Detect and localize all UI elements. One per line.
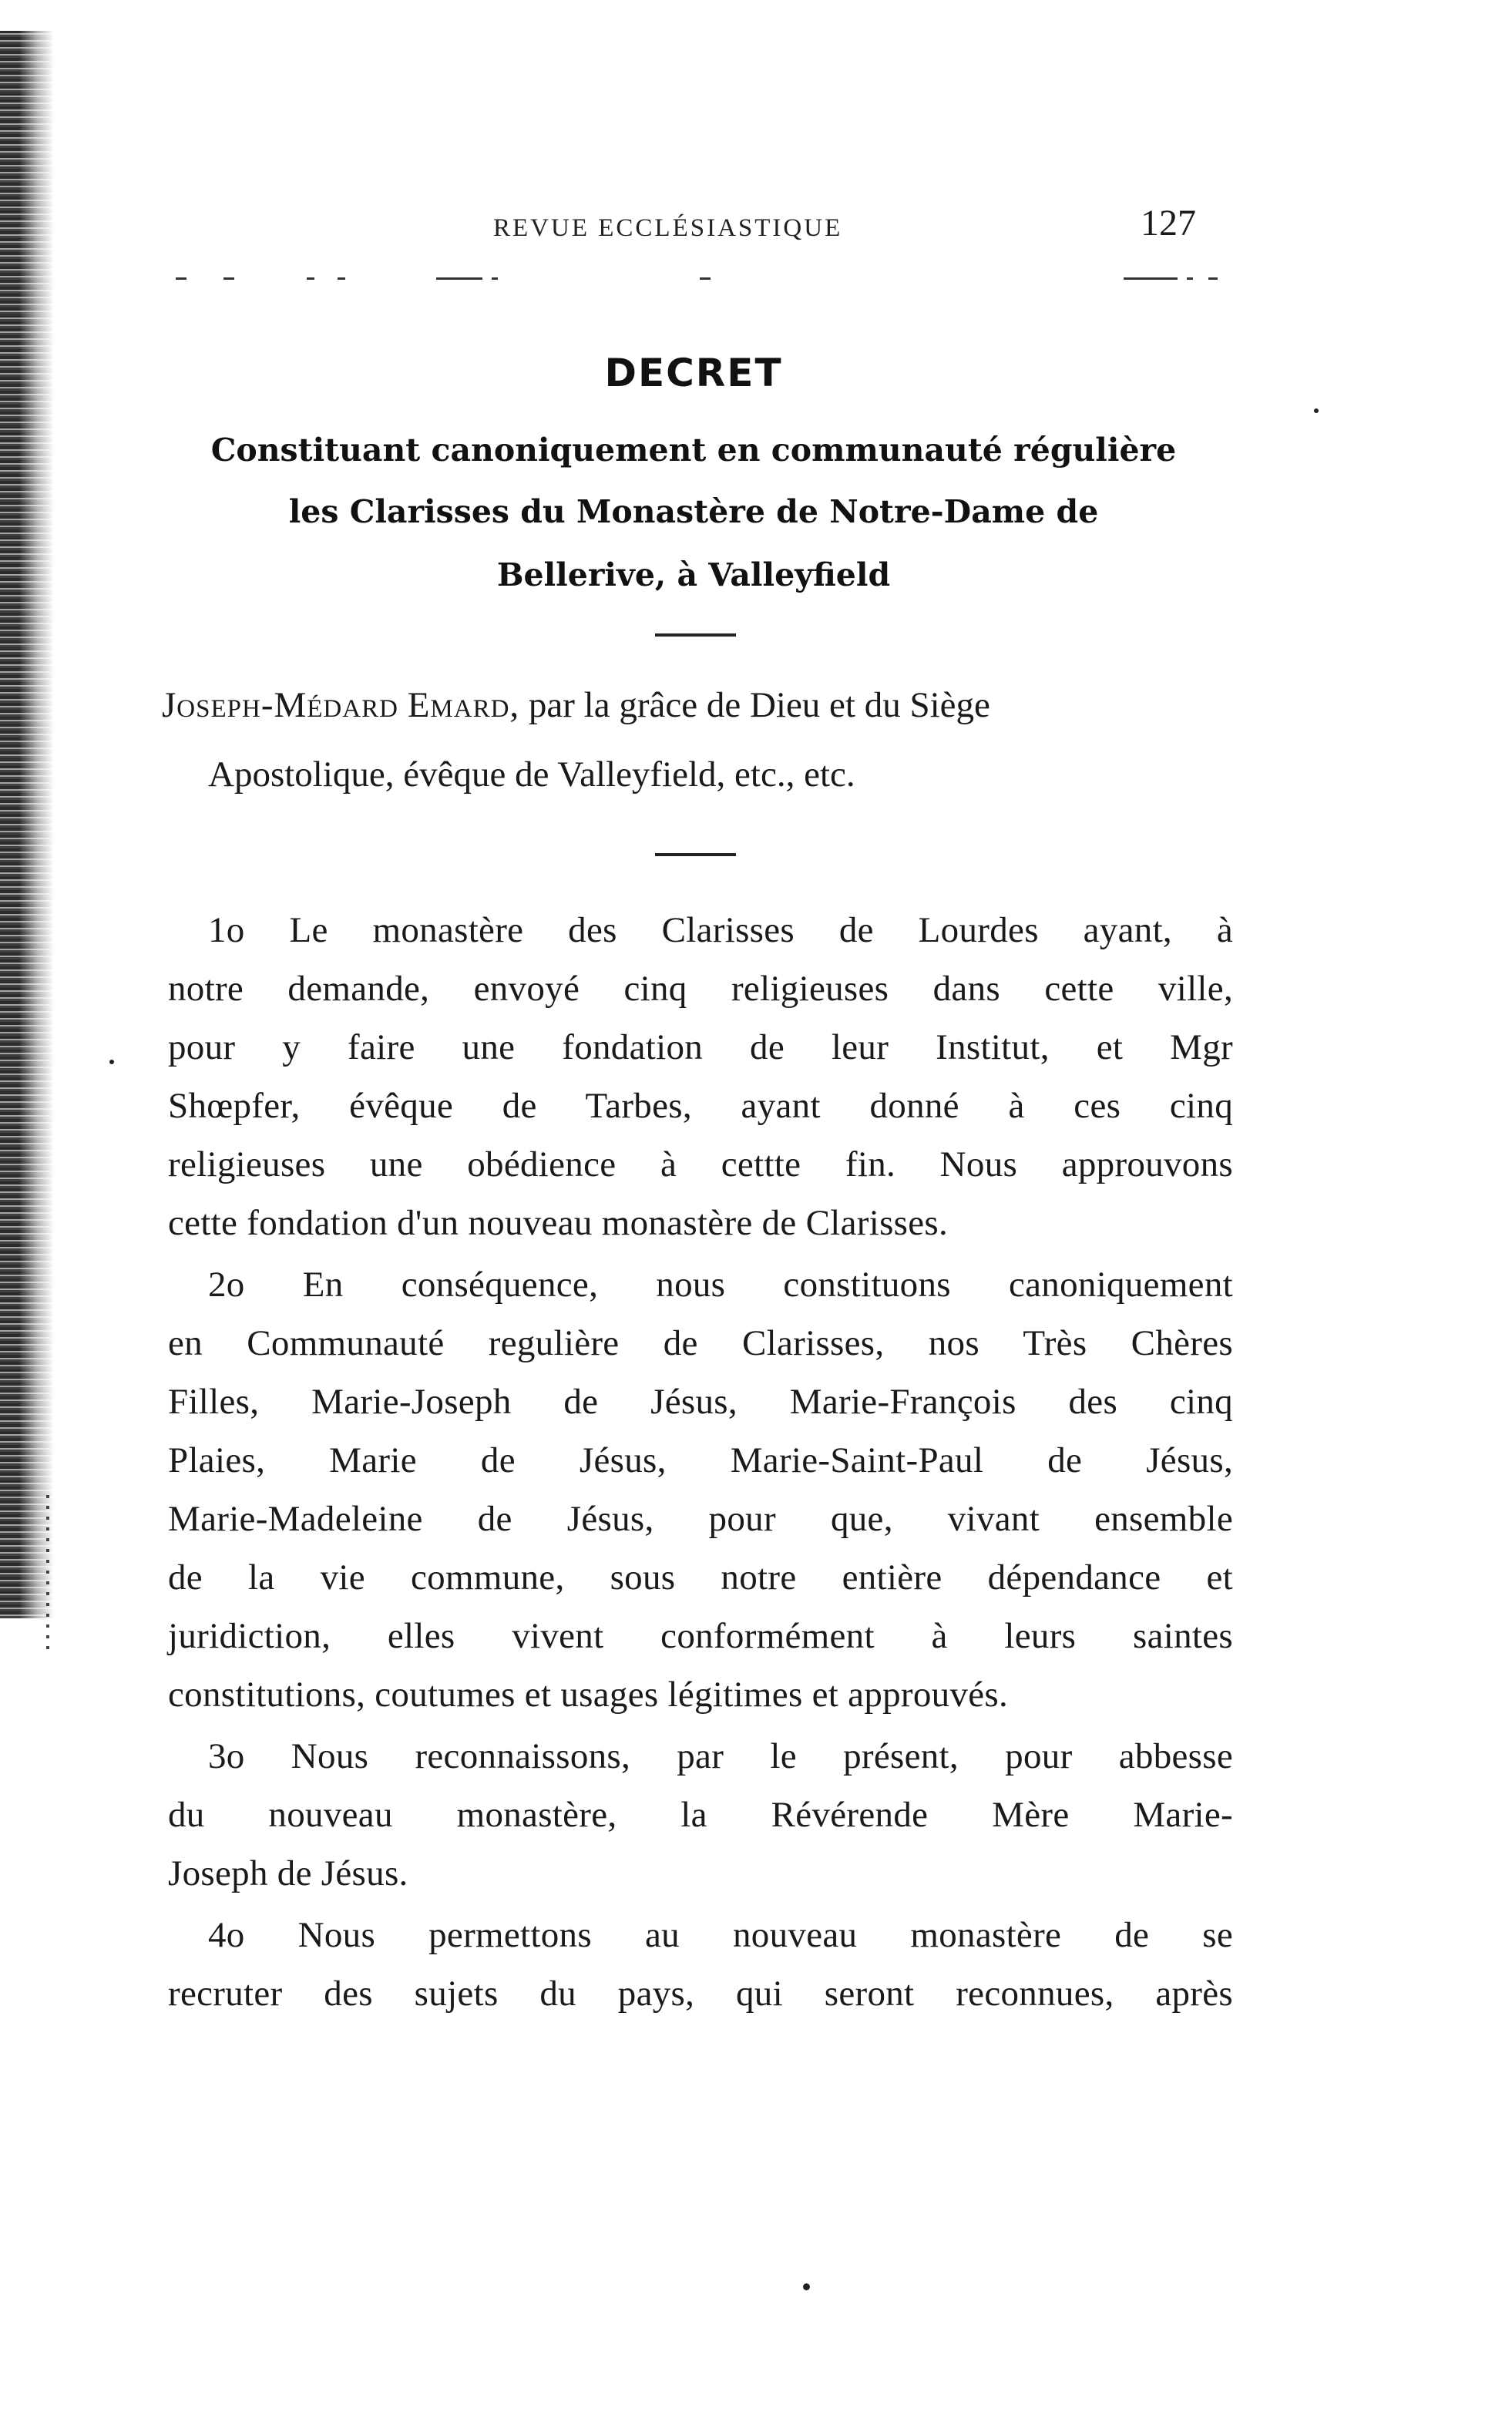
body-line: Filles, Marie-Joseph de Jésus, Marie-François des cinq	[168, 1382, 1233, 1422]
body-line: du nouveau monastère, la Révérende Mère Marie-	[168, 1795, 1233, 1835]
ink-speck	[803, 2283, 810, 2290]
body-line: pour y faire une fondation de leur Institut, et Mgr	[168, 1027, 1233, 1067]
author-last-name: Emard,	[407, 685, 520, 725]
body-line: 4o Nous permettons au nouveau monastère de se	[208, 1915, 1233, 1955]
binding-edge-scan	[0, 31, 54, 1618]
body-line: religieuses une obédience à cettte fin. Nous approuvons	[168, 1144, 1233, 1184]
author-title-text: par la grâce de Dieu et du Siège	[519, 685, 990, 725]
body-line: notre demande, envoyé cinq religieuses dans cette ville,	[168, 969, 1233, 1009]
section-rule	[655, 853, 736, 856]
ink-speck	[109, 1060, 114, 1064]
body-line: juridiction, elles vivent conformément à leurs saintes	[168, 1616, 1233, 1656]
body-line: Marie-Madeleine de Jésus, pour que, vivant ensemble	[168, 1499, 1233, 1539]
author-line	[162, 684, 990, 726]
decree-title: DECRET	[604, 351, 783, 395]
body-line: de la vie commune, sous notre entière dépendance et	[168, 1557, 1233, 1598]
section-rule	[655, 633, 736, 637]
body-line: en Communauté regulière de Clarisses, nos Très Chères	[168, 1323, 1233, 1363]
body-line: 2o En conséquence, nous constituons canoniquement	[208, 1265, 1233, 1305]
author-first-name: Joseph-Médard	[162, 685, 398, 725]
decree-subtitle-line: Bellerive, à Valleyfield	[496, 556, 891, 593]
body-line: Joseph de Jésus.	[168, 1853, 408, 1893]
decree-subtitle-line: Constituant canoniquement en communauté régulière	[210, 432, 1177, 469]
page-number: 127	[1141, 203, 1196, 244]
body-line: recruter des sujets du pays, qui seront reconnues, après	[168, 1974, 1233, 2014]
ink-speck	[1314, 408, 1319, 413]
running-head	[0, 202, 1512, 248]
running-title: REVUE ECCLÉSIASTIQUE	[493, 214, 843, 242]
body-line: constitutions, coutumes et usages légitimes et approuvés.	[168, 1675, 1009, 1715]
body-line: 3o Nous reconnaissons, par le présent, pour abbesse	[208, 1736, 1233, 1776]
body-line: 1o Le monastère des Clarisses de Lourdes ayant, à	[208, 910, 1233, 950]
binding-dots	[46, 1495, 49, 1649]
header-dashes	[176, 277, 1216, 282]
body-line: Shœpfer, évêque de Tarbes, ayant donné à ces cinq	[168, 1086, 1233, 1126]
decree-subtitle-line: les Clarisses du Monastère de Notre-Dame de	[288, 493, 1099, 530]
body-line: Plaies, Marie de Jésus, Marie-Saint-Paul de Jésus,	[168, 1440, 1233, 1480]
author-line-continued: Apostolique, évêque de Valleyfield, etc., etc.	[208, 754, 855, 795]
body-line: cette fondation d'un nouveau monastère de Clarisses.	[168, 1203, 949, 1243]
